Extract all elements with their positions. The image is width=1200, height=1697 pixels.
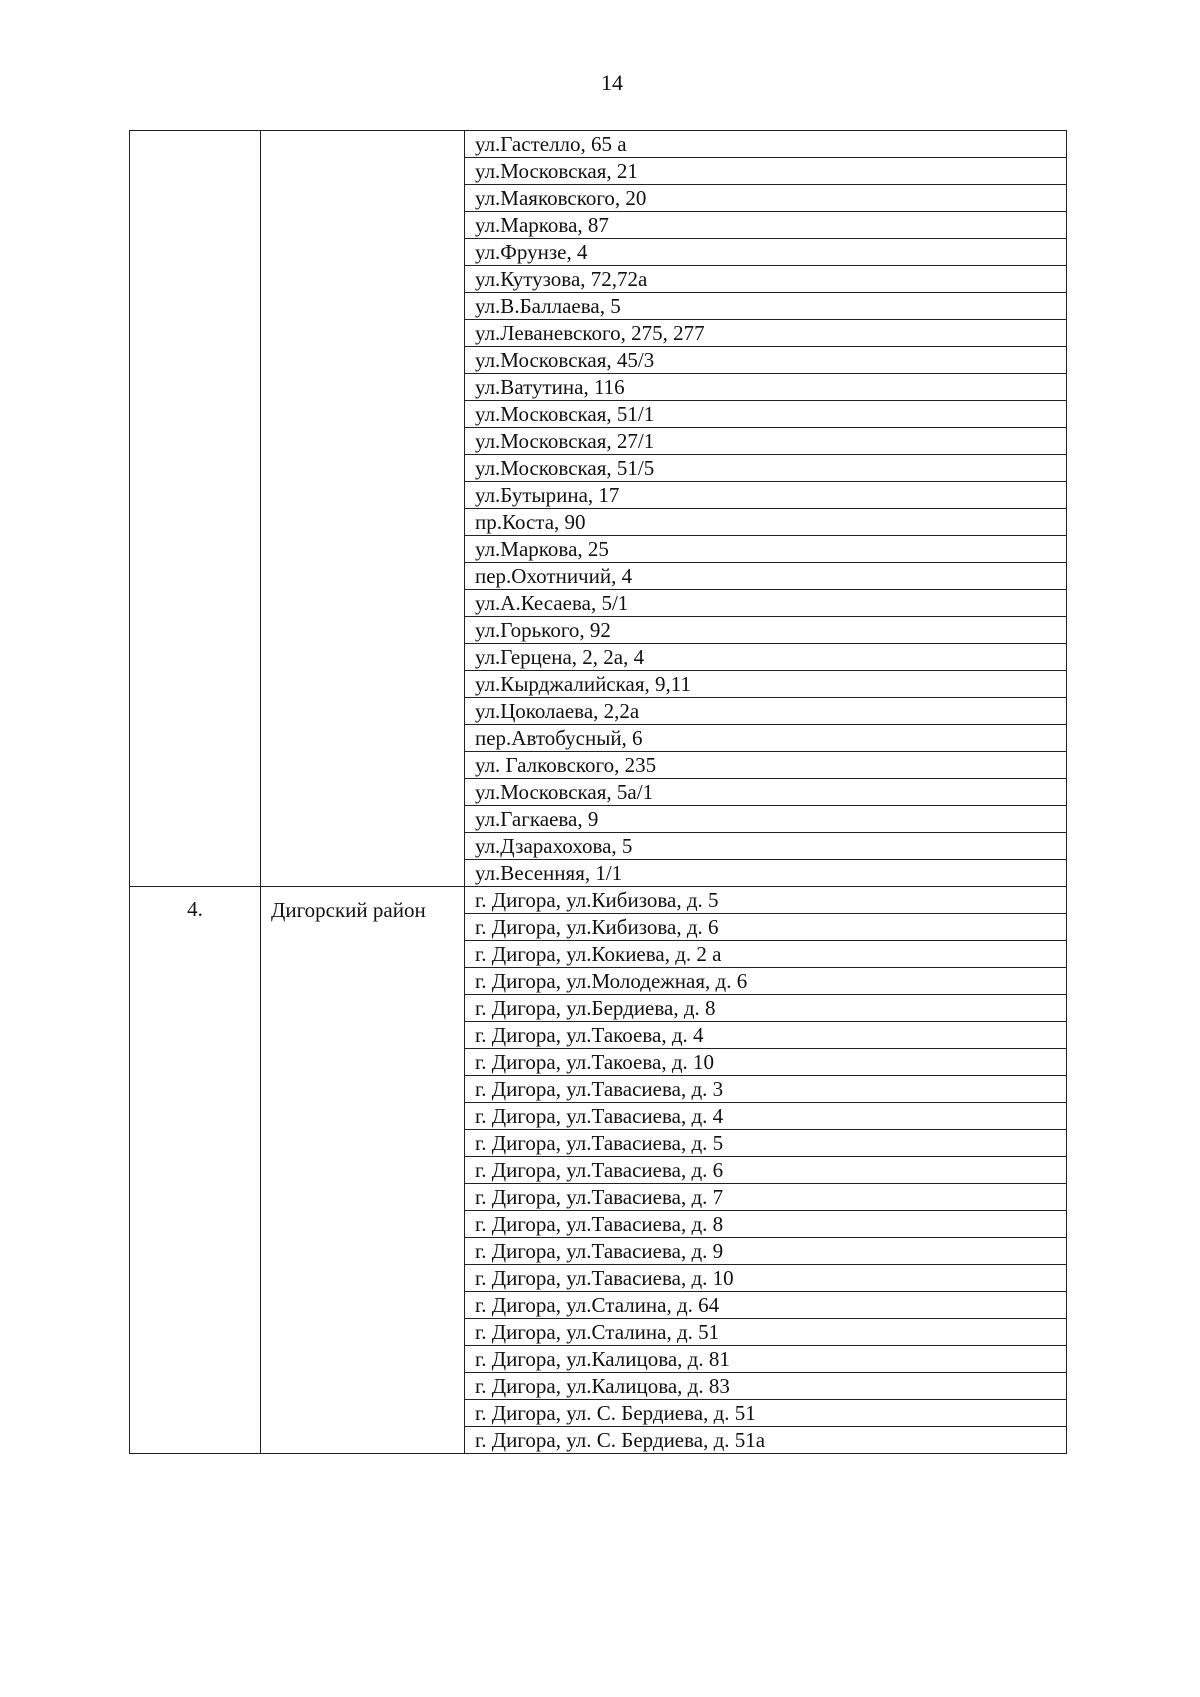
address-cell: ул.Маркова, 25 [465,536,1067,563]
address-cell: г. Дигора, ул.Кибизова, д. 5 [465,887,1067,914]
address-cell: ул.Московская, 5а/1 [465,779,1067,806]
address-cell: ул.Дзарахохова, 5 [465,833,1067,860]
address-cell: ул.Весенняя, 1/1 [465,860,1067,887]
address-cell: г. Дигора, ул.Такоева, д. 10 [465,1049,1067,1076]
row-number-cell: 4. [130,887,261,1454]
address-cell: г. Дигора, ул.Тавасиева, д. 3 [465,1076,1067,1103]
address-cell: г. Дигора, ул. С. Бердиева, д. 51 [465,1400,1067,1427]
address-cell: ул.А.Кесаева, 5/1 [465,590,1067,617]
address-cell: пр.Коста, 90 [465,509,1067,536]
address-cell: ул.Московская, 45/3 [465,347,1067,374]
district-cell [261,131,465,887]
address-table-container [129,130,1067,1454]
address-cell: ул.Московская, 51/1 [465,401,1067,428]
address-table [129,130,1067,1454]
address-cell: пер.Охотничий, 4 [465,563,1067,590]
table-row [130,131,1067,158]
address-cell: г. Дигора, ул.Сталина, д. 51 [465,1319,1067,1346]
table-row [130,887,1067,914]
address-cell: ул.Маяковского, 20 [465,185,1067,212]
address-cell: г. Дигора, ул.Тавасиева, д. 8 [465,1211,1067,1238]
address-cell: г. Дигора, ул. С. Бердиева, д. 51а [465,1427,1067,1454]
address-cell: ул.Фрунзе, 4 [465,239,1067,266]
address-cell: г. Дигора, ул.Бердиева, д. 8 [465,995,1067,1022]
address-cell: ул.Московская, 21 [465,158,1067,185]
district-cell: Дигорский район [261,887,465,1454]
page-number: 14 [601,70,623,95]
address-cell: ул.Бутырина, 17 [465,482,1067,509]
address-cell: ул.В.Баллаева, 5 [465,293,1067,320]
address-cell: г. Дигора, ул.Кокиева, д. 2 а [465,941,1067,968]
address-cell: ул.Гагкаева, 9 [465,806,1067,833]
address-cell: ул.Московская, 51/5 [465,455,1067,482]
address-cell: ул. Галковского, 235 [465,752,1067,779]
address-cell: пер.Автобусный, 6 [465,725,1067,752]
address-cell: ул.Кутузова, 72,72а [465,266,1067,293]
address-cell: г. Дигора, ул.Тавасиева, д. 5 [465,1130,1067,1157]
address-cell: г. Дигора, ул.Калицова, д. 81 [465,1346,1067,1373]
address-cell: г. Дигора, ул.Тавасиева, д. 6 [465,1157,1067,1184]
address-cell: г. Дигора, ул.Кибизова, д. 6 [465,914,1067,941]
address-cell: г. Дигора, ул.Тавасиева, д. 9 [465,1238,1067,1265]
address-cell: г. Дигора, ул.Сталина, д. 64 [465,1292,1067,1319]
address-cell: г. Дигора, ул.Тавасиева, д. 4 [465,1103,1067,1130]
address-cell: г. Дигора, ул.Такоева, д. 4 [465,1022,1067,1049]
address-cell: ул.Московская, 27/1 [465,428,1067,455]
address-cell: ул.Леваневского, 275, 277 [465,320,1067,347]
address-cell: ул.Гастелло, 65 а [465,131,1067,158]
address-cell: г. Дигора, ул.Тавасиева, д. 7 [465,1184,1067,1211]
address-cell: ул.Горького, 92 [465,617,1067,644]
address-cell: ул.Кырджалийская, 9,11 [465,671,1067,698]
address-cell: г. Дигора, ул.Калицова, д. 83 [465,1373,1067,1400]
address-table-body [130,131,1067,1454]
address-cell: ул.Ватутина, 116 [465,374,1067,401]
address-cell: ул.Маркова, 87 [465,212,1067,239]
address-cell: ул.Цоколаева, 2,2а [465,698,1067,725]
address-cell: ул.Герцена, 2, 2а, 4 [465,644,1067,671]
address-cell: г. Дигора, ул.Молодежная, д. 6 [465,968,1067,995]
address-cell: г. Дигора, ул.Тавасиева, д. 10 [465,1265,1067,1292]
row-number-cell [130,131,261,887]
